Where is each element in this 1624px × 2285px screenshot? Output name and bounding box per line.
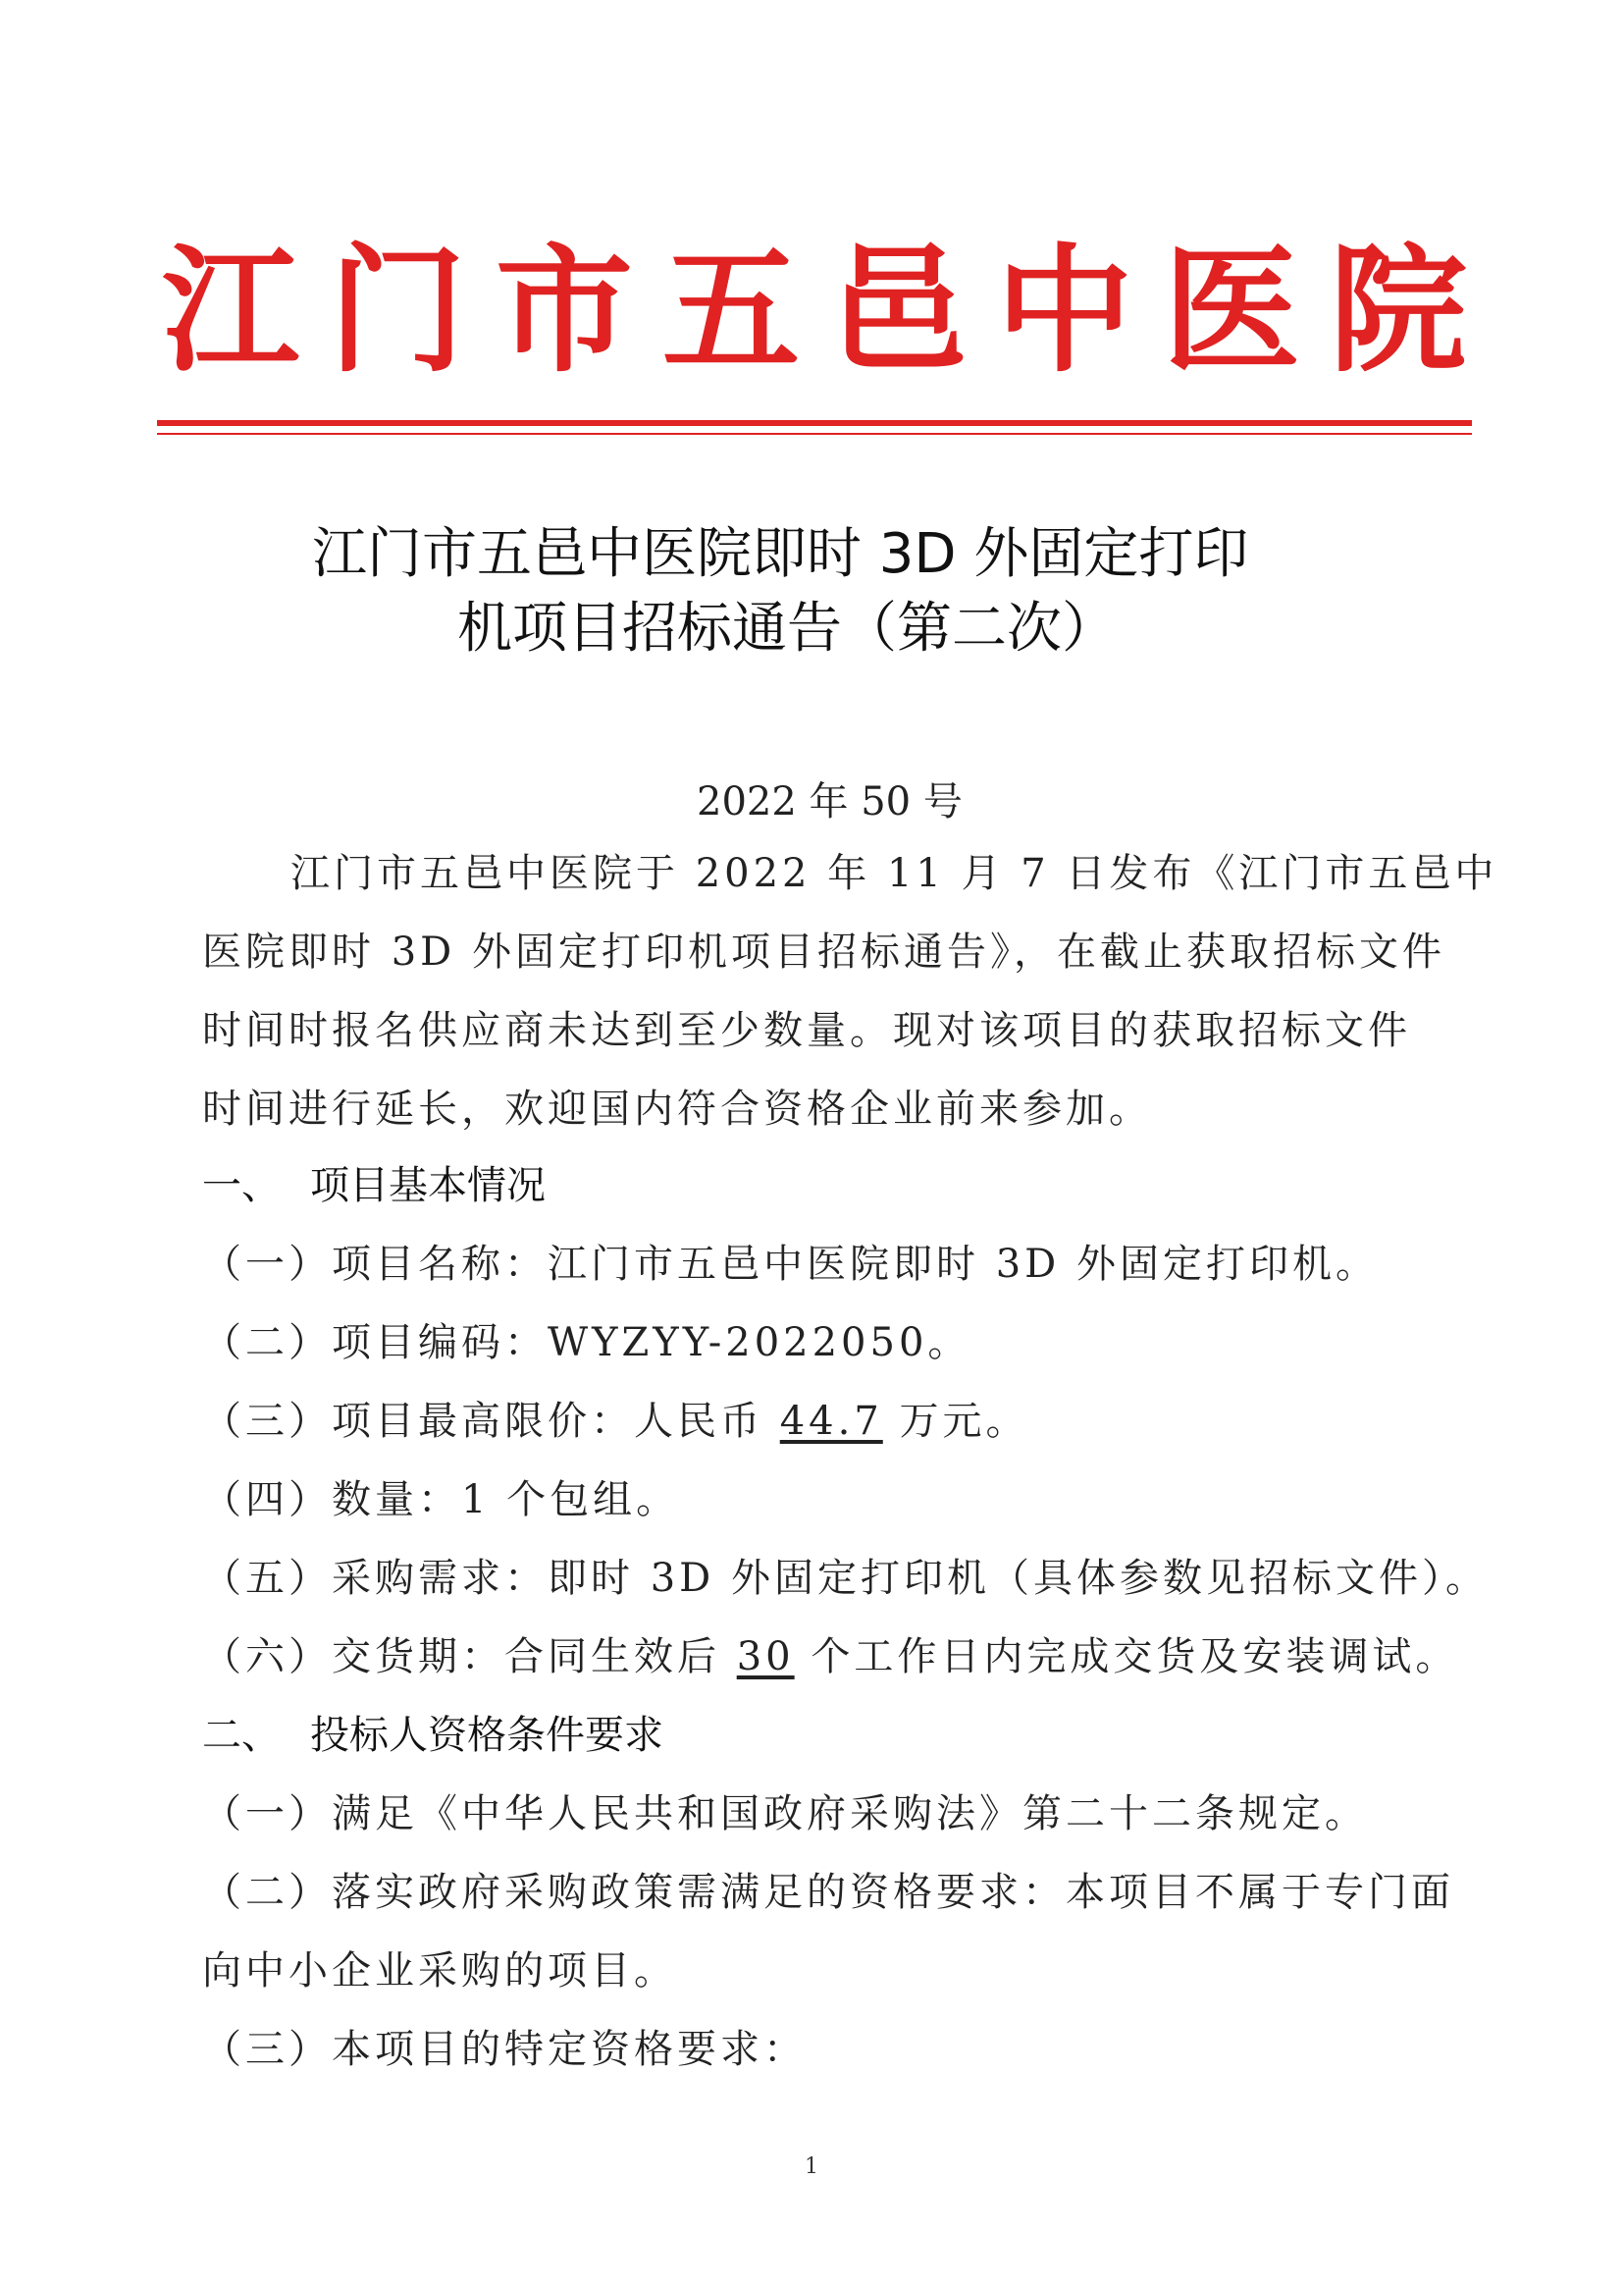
page-number: 1 — [805, 2154, 818, 2179]
section-1-item-6-text: （六）交货期：合同生效后 — [202, 1634, 737, 1679]
document-number: 2022 年 50 号 — [697, 779, 963, 824]
intro-line-1: 江门市五邑中医院于 2022 年 11 月 7 日发布《江门市五邑中 — [290, 851, 1498, 896]
section-1-item-3-unit: 万元。 — [882, 1399, 1029, 1444]
letterhead-char: 院 — [1329, 231, 1467, 392]
section-1-title: 项目基本情况 — [310, 1163, 546, 1208]
ceiling-price-value: 44.7 — [779, 1399, 883, 1444]
letterhead-char: 江 — [162, 231, 300, 392]
letterhead-rule-thick — [157, 420, 1472, 426]
section-2-item-3: （三）本项目的特定资格要求： — [202, 2027, 807, 2072]
section-1-item-3 — [202, 1397, 1029, 1446]
section-1-item-5: （五）采购需求：即时 3D 外固定打印机（具体参数见招标文件）。 — [202, 1556, 1489, 1601]
section-1-item-6 — [202, 1632, 1458, 1681]
letterhead-char: 邑 — [828, 231, 967, 392]
letterhead — [162, 228, 1467, 395]
intro-line-2: 医院即时 3D 外固定打印机项目招标通告》，在截止获取招标文件 — [202, 930, 1445, 975]
section-2-heading — [202, 1711, 663, 1760]
section-1-item-4: （四）数量：1 个包组。 — [202, 1477, 680, 1522]
letterhead-char: 市 — [495, 231, 633, 392]
section-1-item-1: （一）项目名称：江门市五邑中医院即时 3D 外固定打印机。 — [202, 1242, 1379, 1287]
intro-line-4: 时间进行延长，欢迎国内符合资格企业前来参加。 — [202, 1087, 1152, 1132]
section-1-item-6-rest: 个工作日内完成交货及安装调试。 — [794, 1634, 1459, 1679]
intro-line-3: 时间时报名供应商未达到至少数量。现对该项目的获取招标文件 — [202, 1008, 1411, 1053]
section-2-item-2-line-1: （二）落实政府采购政策需满足的资格要求：本项目不属于专门面 — [202, 1870, 1454, 1915]
section-2-item-1: （一）满足《中华人民共和国政府采购法》第二十二条规定。 — [202, 1791, 1368, 1836]
section-2-number: 二、 — [202, 1713, 281, 1758]
letterhead-char: 五 — [661, 231, 800, 392]
section-1-item-2: （二）项目编码：WYZYY-2022050。 — [202, 1320, 971, 1365]
section-2-item-2-line-2: 向中小企业采购的项目。 — [202, 1948, 677, 1993]
document-title-line-2: 机项目招标通告（第二次） — [457, 597, 1117, 661]
document-title-line-1: 江门市五邑中医院即时 3D 外固定打印 — [312, 522, 1249, 586]
section-2-title: 投标人资格条件要求 — [310, 1713, 663, 1758]
section-1-heading — [202, 1161, 546, 1210]
letterhead-char: 医 — [1162, 231, 1300, 392]
letterhead-rule-thin — [157, 433, 1472, 435]
letterhead-char: 中 — [995, 231, 1133, 392]
letterhead-char: 门 — [328, 231, 466, 392]
section-1-number: 一、 — [202, 1163, 281, 1208]
section-1-item-3-text: （三）项目最高限价：人民币 — [202, 1399, 780, 1444]
delivery-days-value: 30 — [736, 1634, 795, 1679]
